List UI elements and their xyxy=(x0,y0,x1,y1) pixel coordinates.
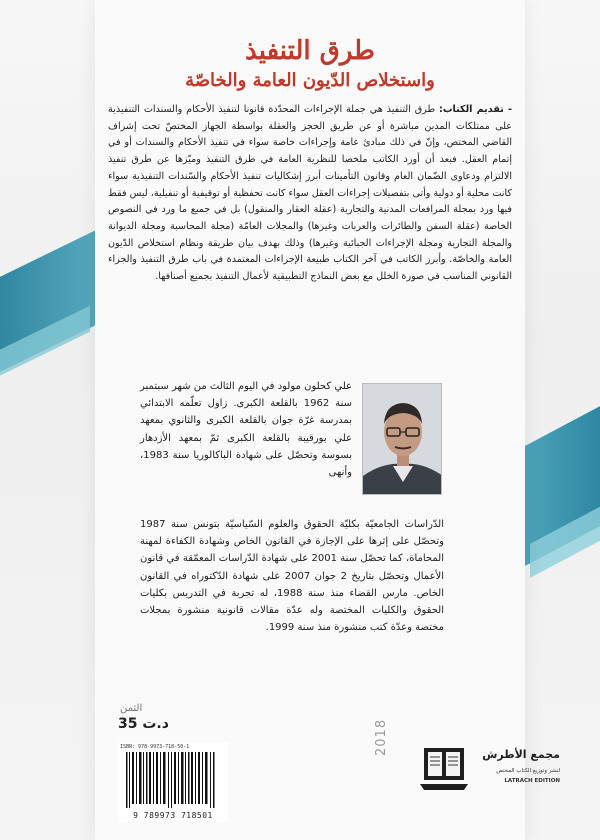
introduction-lead: - تقديم الكتاب: xyxy=(439,104,512,115)
publisher-name-en: LATRACH EDITION xyxy=(504,778,560,784)
introduction-text: طرق التنفيذ هي جملة الإجراءات المحدّدة قانونا لتنفيذ الأحكام والسندات التنفيذية على ممتلكات المدين مباشرة أو عن طريق الحجز والعقلة بواسطة الجهاز المختصّ تحت إشراف القاضي المختص، وإنّ في ذلك مبادئ عامة وإجراءات خاصة سواء في تنفيذ الأحكام والسندات أو في إتمام العقل. فبعد أن أورد الكاتب ملخصا للنظرية العامة في طرق التنفيذ وميّزها عن طرق تنفيذ الالتزام ودعاوى الضّمان العام وقانون التأمينات أبرز إشكاليات تنفيذ الأحكام والسّندات التنفيذية سواء كانت محلية أو دولية وأتى بتفصيلات إجراءات العقل سواء كانت تحفظية أو توقيفية أو تنفيلية، ليس فقط فيها ورد بمجلة المرافعات المدنية والتجارية (عقلة العقار والمنقول) بل في جميع ما ورد في النصوص الخاصة (عقلة السفن والطائرات والعربات وغيرها) والمجلات العامّة (مجلة المحاسبة ومجلة الديوانة والمجلة التجارية ومجلة الإجراءات الجبائية وغيرها) وذلك بهدف بيان طريقة ونظام استخلاص الدّيون العامة والخاصّة. وأبرز الكاتب في آخر الكتاب طبيعة الإجراءات المعتمدة في باب طرق التنفيذ والجزاء القانوني المناسب في صورة الخلل مع بعض النماذج التطبيقية لأعمال التنفيذ بجميع أصنافها. xyxy=(108,104,512,283)
isbn-text: ISBN: 978-9973-718-50-1 xyxy=(120,744,190,750)
barcode-number: 9 789973 718501 xyxy=(133,811,213,820)
publisher-subtitle-ar: لنشر وتوزيع الكتاب المختص xyxy=(496,768,560,774)
author-photo xyxy=(362,383,442,495)
publication-year: 2018 xyxy=(374,718,389,756)
book-subtitle: واستخلاص الدّيون العامة والخاصّة xyxy=(185,70,435,91)
author-bio-bottom: الدّراسات الجامعيّة بكليّة الحقوق والعلوم السّياسيّة بتونس سنة 1987 وتحصّل على إثرها على الإجازة في القانون الخاص وشهادة الكفاءة لمهنة المحاماة، كما تحصّل سنة 2001 على شهادة الدّراسات المعمّقة في قانون الأعمال وتحصّل بتاريخ 2 جوان 2007 على شهادة الدّكتوراه في القانون الخاص. مارس القضاء منذ سنة 1988، له تجربة في التدريس بكليات الحقوق والكليات المختصة وله عدّة مقالات قانونية منشورة بمجلات مختصة وعدّة كتب منشورة منذ سنة 1999. xyxy=(140,519,445,634)
book-introduction xyxy=(108,102,512,286)
publisher-name-ar: مجمع الأطرش xyxy=(482,748,560,761)
barcode xyxy=(118,742,228,822)
book-title: طرق التنفيذ xyxy=(245,36,375,66)
price-value: 35 د.ت xyxy=(118,716,169,732)
author-bio-top: علي كحلون مولود في اليوم الثالث من شهر سبتمبر سنة 1962 بالقلعة الكبرى. زاول تعلّمه الابتدائي بمدرسة غرّة جوان بالقلعة الكبرى والثانوي بمعهد علي بورقيبة بالقلعة الكبرى ثمّ بمعهد الأزدهار بسوسة وتحصّل على شهادة الباكالوريا سنة 1983، وأنهى xyxy=(140,381,353,479)
publisher-logo-icon xyxy=(410,740,474,796)
price-label: الثمن xyxy=(120,703,143,714)
barcode-icon xyxy=(118,742,228,822)
